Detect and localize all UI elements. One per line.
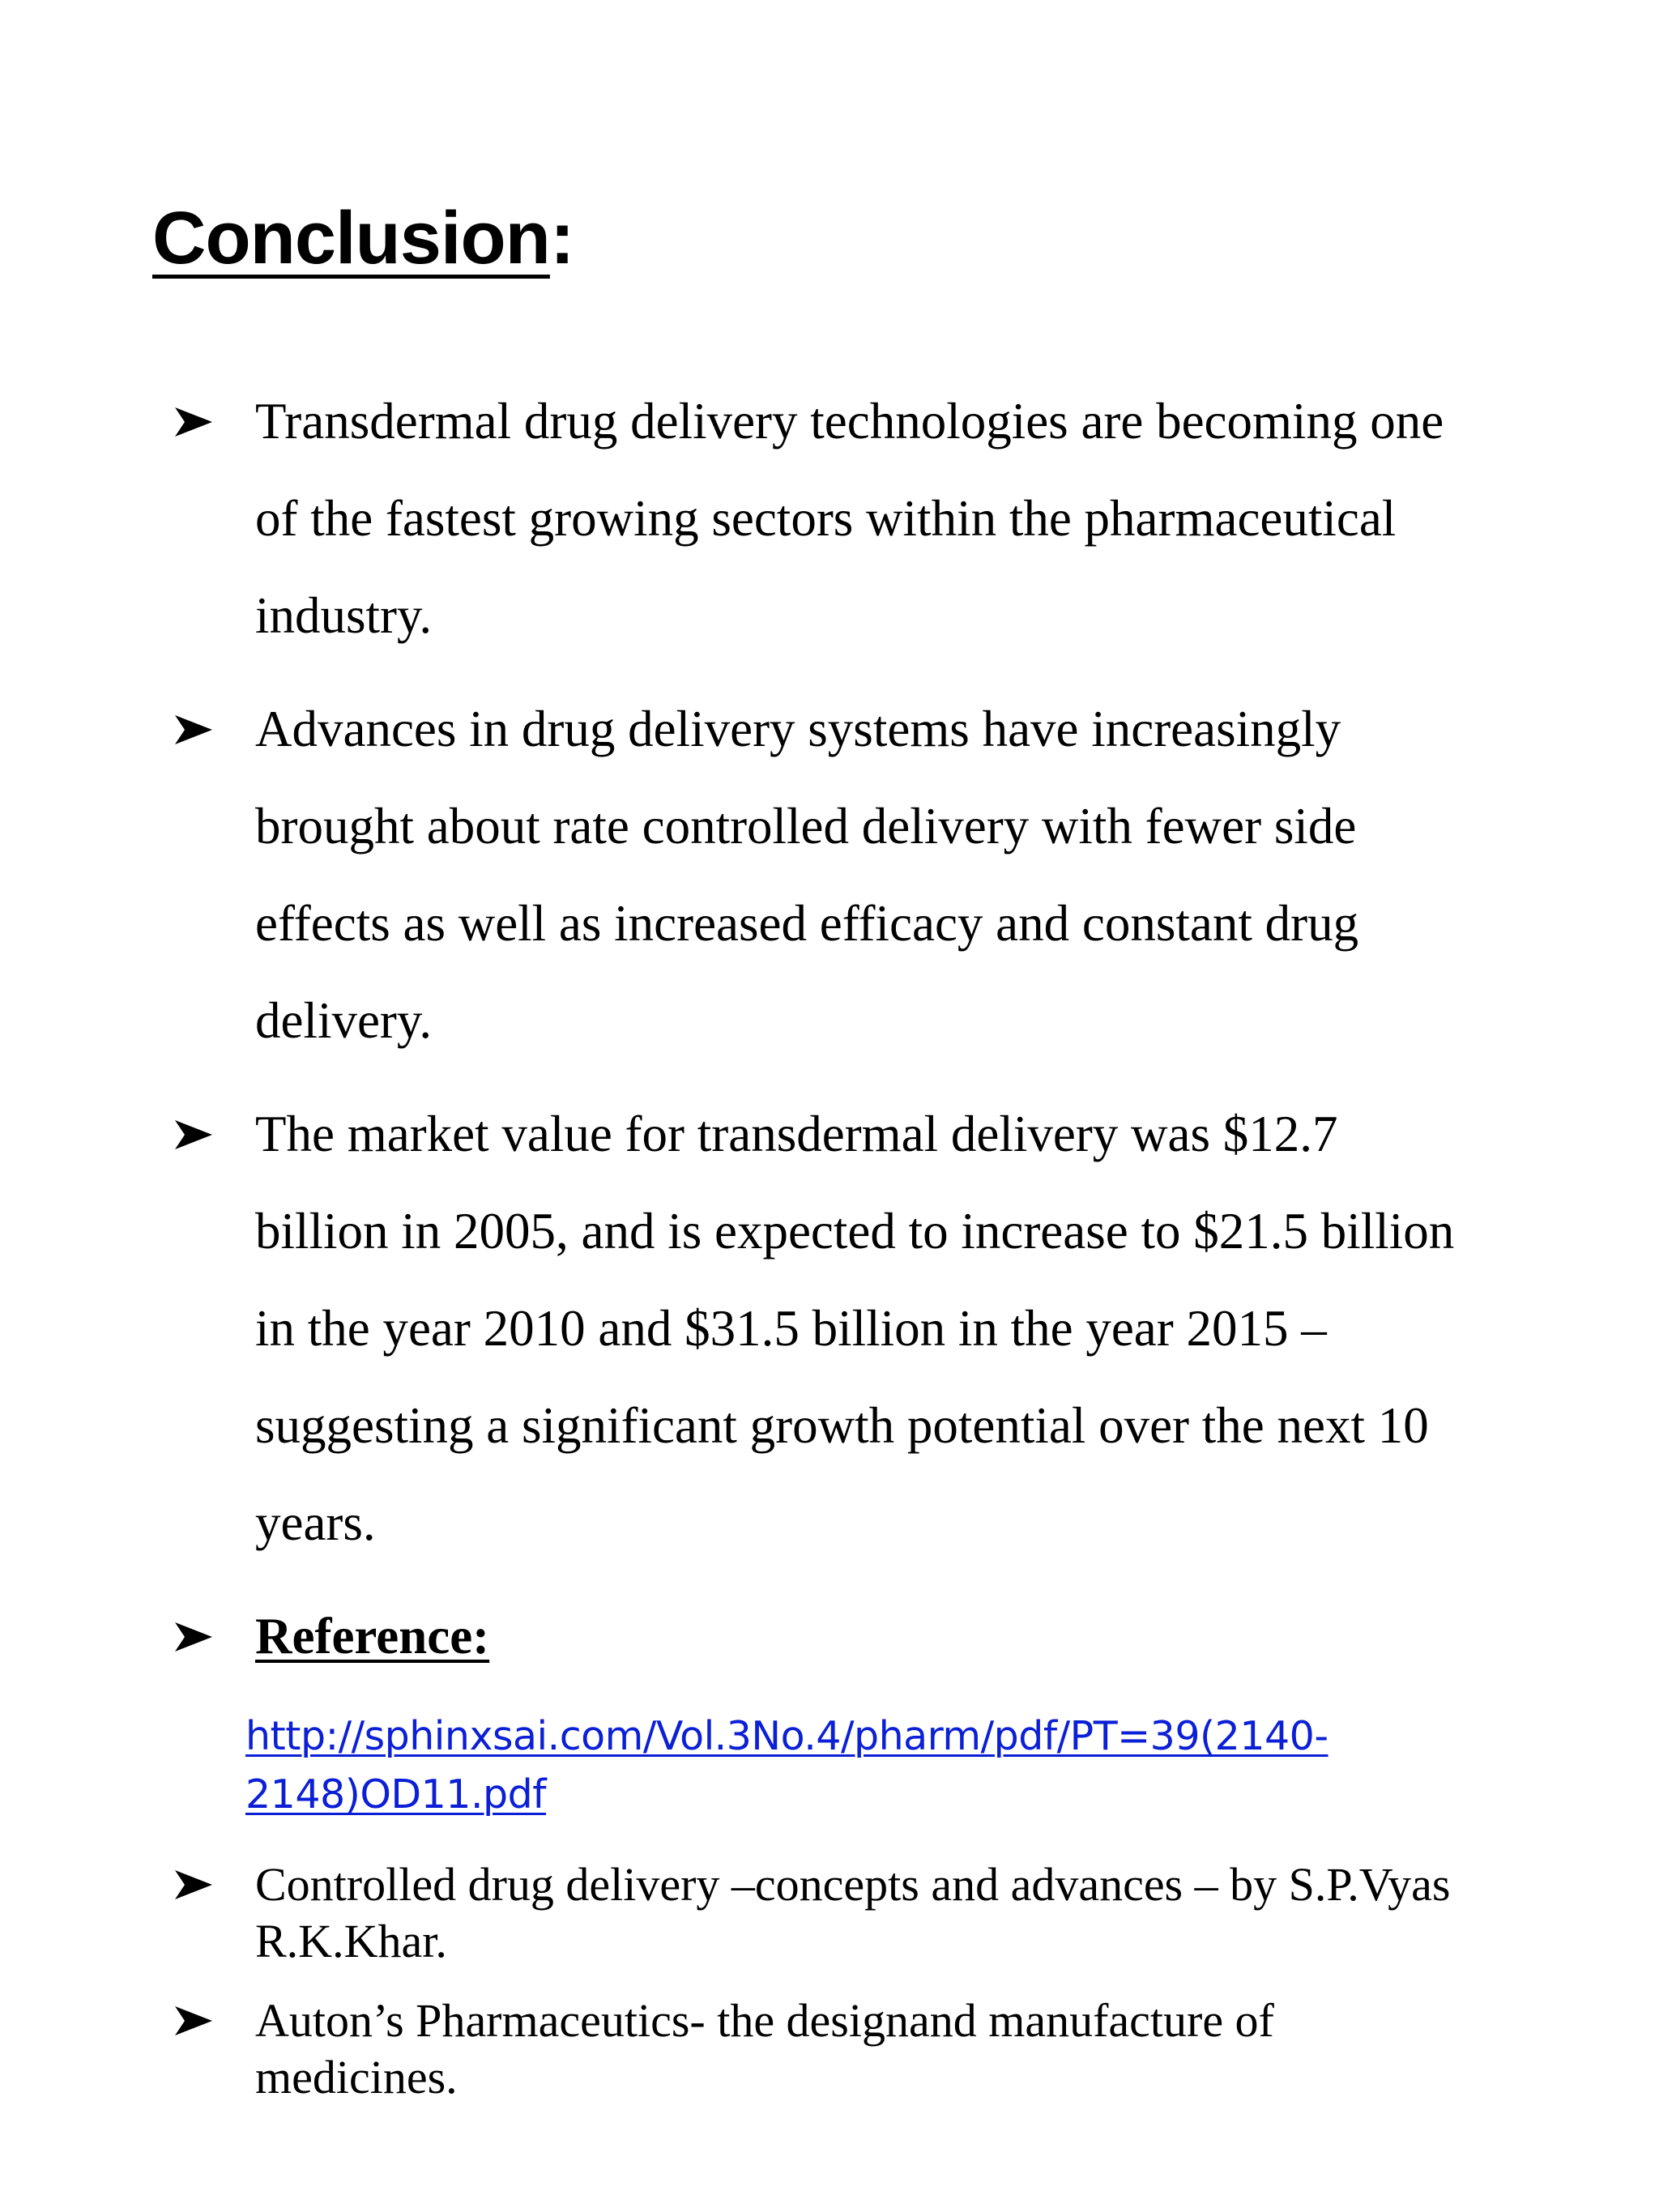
text-line: brought about rate controlled delivery with fewer side bbox=[255, 798, 1357, 855]
text-line: Controlled drug delivery –concepts and advances – by S.P.Vyas bbox=[255, 1858, 1451, 1911]
reference-link[interactable] bbox=[245, 1707, 1328, 1824]
text-line: effects as well as increased efficacy and constant drug bbox=[255, 895, 1359, 952]
arrowhead-bullet-icon bbox=[173, 1869, 214, 1901]
text-line: of the fastest growing sectors within the pharmaceutical bbox=[255, 490, 1397, 547]
reference-link-line: http://sphinxsai.com/Vol.3No.4/pharm/pdf/PT=39(2140- bbox=[245, 1713, 1328, 1759]
page-title-colon: : bbox=[549, 197, 574, 279]
reference-title: Reference: bbox=[255, 1608, 490, 1664]
text-line: Advances in drug delivery systems have increasingly bbox=[255, 701, 1341, 757]
text-line: delivery. bbox=[255, 992, 433, 1049]
arrowhead-bullet-icon bbox=[173, 714, 214, 746]
arrowhead-bullet-icon bbox=[173, 406, 214, 438]
text-line: medicines. bbox=[255, 2051, 458, 2103]
text-line: R.K.Khar. bbox=[255, 1915, 447, 1967]
page-title bbox=[152, 197, 574, 279]
reference-link-line: 2148)OD11.pdf bbox=[245, 1771, 547, 1818]
text-line: industry. bbox=[255, 587, 433, 644]
text-line: in the year 2010 and $31.5 billion in the year 2015 – bbox=[255, 1300, 1327, 1357]
text-line: The market value for transdermal delivery was $12.7 bbox=[255, 1106, 1338, 1162]
text-line: Transdermal drug delivery technologies are becoming one bbox=[255, 393, 1444, 450]
list-item-text bbox=[255, 373, 1444, 664]
list-item-text bbox=[255, 680, 1358, 1069]
list-item-text bbox=[255, 1993, 1274, 2106]
text-line: Auton’s Pharmaceutics- the designand manufacture of bbox=[255, 1994, 1274, 2047]
text-line: suggesting a significant growth potential over the next 10 bbox=[255, 1397, 1429, 1454]
text-line: years. bbox=[255, 1494, 376, 1551]
list-item-text bbox=[255, 1588, 489, 1685]
arrowhead-bullet-icon bbox=[173, 1119, 214, 1151]
text-line: billion in 2005, and is expected to increase to $21.5 billion bbox=[255, 1203, 1455, 1259]
list-item-text bbox=[255, 1856, 1451, 1970]
arrowhead-bullet-icon bbox=[173, 1621, 214, 1653]
list-item-text bbox=[255, 1085, 1454, 1571]
arrowhead-bullet-icon bbox=[173, 2005, 214, 2037]
page-title-word: Conclusion bbox=[152, 197, 550, 279]
